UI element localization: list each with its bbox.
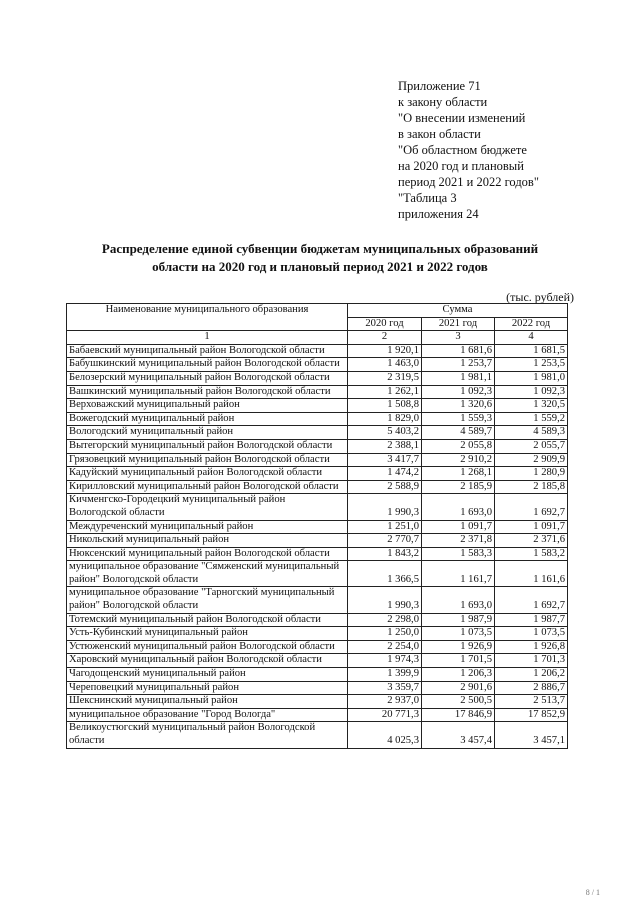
value-2020: 4 025,3 — [348, 722, 422, 748]
value-2021: 2 910,2 — [422, 453, 495, 467]
municipality-name: Бабаевский муниципальный район Вологодской области — [67, 344, 348, 358]
table-row — [67, 654, 568, 668]
value-2021: 1 253,7 — [422, 358, 495, 372]
value-2021: 2 371,8 — [422, 534, 495, 548]
col-number-1: 1 — [67, 331, 348, 345]
value-2020: 2 937,0 — [348, 695, 422, 709]
value-2022: 17 852,9 — [495, 708, 568, 722]
subvention-table — [66, 303, 568, 749]
table-row — [67, 453, 568, 467]
municipality-name: Тотемский муниципальный район Вологодской области — [67, 613, 348, 627]
column-numbers-row — [67, 331, 568, 345]
value-2020: 1 250,0 — [348, 627, 422, 641]
value-2021: 1 701,5 — [422, 654, 495, 668]
table-row — [67, 467, 568, 481]
annex-line: период 2021 и 2022 годов" — [398, 175, 539, 189]
municipality-name: Вологодский муниципальный район — [67, 426, 348, 440]
value-2022: 3 457,1 — [495, 722, 568, 748]
table-row — [67, 480, 568, 494]
table-row — [67, 547, 568, 561]
value-2022: 2 185,8 — [495, 480, 568, 494]
value-2021: 2 500,5 — [422, 695, 495, 709]
table-row — [67, 708, 568, 722]
table-row — [67, 640, 568, 654]
value-2020: 1 399,9 — [348, 668, 422, 682]
value-2020: 1 474,2 — [348, 467, 422, 481]
value-2022: 1 559,2 — [495, 412, 568, 426]
value-2022: 1 073,5 — [495, 627, 568, 641]
value-2020: 1 366,5 — [348, 561, 422, 587]
value-2021: 1 161,7 — [422, 561, 495, 587]
value-2022: 1 320,5 — [495, 399, 568, 413]
col-number-2: 2 — [348, 331, 422, 345]
header-name: Наименование муниципального образования — [67, 304, 348, 331]
value-2020: 1 990,3 — [348, 494, 422, 520]
value-2021: 2 055,8 — [422, 439, 495, 453]
table-row — [67, 668, 568, 682]
value-2022: 1 926,8 — [495, 640, 568, 654]
municipality-name: Бабушкинский муниципальный район Вологодской области — [67, 358, 348, 372]
units-label: (тыс. рублей) — [506, 290, 574, 304]
municipality-name: Шекснинский муниципальный район — [67, 695, 348, 709]
col-number-4: 4 — [495, 331, 568, 345]
municipality-name: Кадуйский муниципальный район Вологодской области — [67, 467, 348, 481]
value-2021: 17 846,9 — [422, 708, 495, 722]
value-2021: 1 981,1 — [422, 371, 495, 385]
table-row — [67, 722, 568, 748]
municipality-name: Усть-Кубинский муниципальный район — [67, 627, 348, 641]
annex-line: к закону области — [398, 95, 488, 109]
value-2021: 1 073,5 — [422, 627, 495, 641]
header-row — [67, 304, 568, 318]
municipality-name: Чагодощенский муниципальный район — [67, 668, 348, 682]
table-row — [67, 587, 568, 613]
value-2020: 20 771,3 — [348, 708, 422, 722]
municipality-name: Череповецкий муниципальный район — [67, 681, 348, 695]
value-2022: 1 280,9 — [495, 467, 568, 481]
value-2022: 2 371,6 — [495, 534, 568, 548]
municipality-name: Нюксенский муниципальный район Вологодской области — [67, 547, 348, 561]
annex-line: "Таблица 3 — [398, 191, 457, 205]
value-2020: 2 388,1 — [348, 439, 422, 453]
page-mark: 8 / 1 — [585, 888, 600, 897]
value-2022: 1 091,7 — [495, 520, 568, 534]
title-line-1: Распределение единой субвенции бюджетам муниципальных образований — [101, 241, 539, 256]
municipality-name: Вашкинский муниципальный район Вологодской области — [67, 385, 348, 399]
table-row — [67, 613, 568, 627]
value-2020: 1 829,0 — [348, 412, 422, 426]
value-2020: 2 254,0 — [348, 640, 422, 654]
municipality-name: Верховажский муниципальный район — [67, 399, 348, 413]
value-2022: 1 987,7 — [495, 613, 568, 627]
value-2022: 2 055,7 — [495, 439, 568, 453]
value-2020: 3 417,7 — [348, 453, 422, 467]
municipality-name: Грязовецкий муниципальный район Вологодской области — [67, 453, 348, 467]
table-row — [67, 399, 568, 413]
value-2021: 1 583,3 — [422, 547, 495, 561]
table-row — [67, 520, 568, 534]
value-2021: 1 987,9 — [422, 613, 495, 627]
table-row — [67, 494, 568, 520]
value-2020: 1 990,3 — [348, 587, 422, 613]
value-2021: 1 926,9 — [422, 640, 495, 654]
value-2022: 1 981,0 — [495, 371, 568, 385]
value-2021: 3 457,4 — [422, 722, 495, 748]
value-2021: 1 320,6 — [422, 399, 495, 413]
table-row — [67, 371, 568, 385]
value-2021: 1 559,3 — [422, 412, 495, 426]
table-row — [67, 344, 568, 358]
annex-reference — [398, 78, 618, 222]
municipality-name: Вытегорский муниципальный район Вологодской области — [67, 439, 348, 453]
municipality-name: муниципальное образование "Сямженский муниципальный район" Вологодской области — [67, 561, 348, 587]
table-row — [67, 358, 568, 372]
municipality-name: Кичменгско-Городецкий муниципальный район Вологодской области — [67, 494, 348, 520]
municipality-name: Белозерский муниципальный район Вологодской области — [67, 371, 348, 385]
municipality-name: муниципальное образование "Город Вологда" — [67, 708, 348, 722]
value-2021: 1 681,6 — [422, 344, 495, 358]
table-row — [67, 412, 568, 426]
value-2021: 1 693,0 — [422, 494, 495, 520]
title-line-2: области на 2020 год и плановый период 2021 и 2022 годов — [152, 259, 488, 274]
municipality-name: Никольский муниципальный район — [67, 534, 348, 548]
year-2020: 2020 год — [348, 317, 422, 331]
table-row — [67, 426, 568, 440]
value-2021: 1 268,1 — [422, 467, 495, 481]
annex-line: в закон области — [398, 127, 481, 141]
header-sum: Сумма — [348, 304, 568, 318]
municipality-name: Устюженский муниципальный район Вологодской области — [67, 640, 348, 654]
value-2020: 2 298,0 — [348, 613, 422, 627]
annex-line: на 2020 год и плановый — [398, 159, 524, 173]
value-2020: 3 359,7 — [348, 681, 422, 695]
col-number-3: 3 — [422, 331, 495, 345]
value-2022: 2 513,7 — [495, 695, 568, 709]
value-2020: 5 403,2 — [348, 426, 422, 440]
annex-line: "Об областном бюджете — [398, 143, 527, 157]
municipality-name: Вожегодский муниципальный район — [67, 412, 348, 426]
annex-line: приложения 24 — [398, 207, 479, 221]
annex-line: "О внесении изменений — [398, 111, 526, 125]
value-2022: 1 206,2 — [495, 668, 568, 682]
table-row — [67, 385, 568, 399]
value-2020: 2 770,7 — [348, 534, 422, 548]
value-2021: 2 185,9 — [422, 480, 495, 494]
municipality-name: Харовский муниципальный район Вологодской области — [67, 654, 348, 668]
document-title — [70, 240, 570, 276]
value-2020: 1 843,2 — [348, 547, 422, 561]
municipality-name: Великоустюгский муниципальный район Вологодской области — [67, 722, 348, 748]
value-2021: 2 901,6 — [422, 681, 495, 695]
value-2022: 2 909,9 — [495, 453, 568, 467]
year-2021: 2021 год — [422, 317, 495, 331]
value-2022: 1 161,6 — [495, 561, 568, 587]
value-2022: 1 583,2 — [495, 547, 568, 561]
table-row — [67, 561, 568, 587]
table-row — [67, 681, 568, 695]
value-2022: 1 253,5 — [495, 358, 568, 372]
value-2020: 1 262,1 — [348, 385, 422, 399]
value-2021: 1 206,3 — [422, 668, 495, 682]
table-row — [67, 695, 568, 709]
value-2021: 1 693,0 — [422, 587, 495, 613]
value-2022: 4 589,3 — [495, 426, 568, 440]
table-row — [67, 534, 568, 548]
value-2020: 1 508,8 — [348, 399, 422, 413]
value-2021: 1 091,7 — [422, 520, 495, 534]
value-2021: 1 092,3 — [422, 385, 495, 399]
value-2022: 1 701,3 — [495, 654, 568, 668]
municipality-name: Кирилловский муниципальный район Вологодской области — [67, 480, 348, 494]
annex-line: Приложение 71 — [398, 79, 481, 93]
value-2020: 1 463,0 — [348, 358, 422, 372]
value-2020: 1 920,1 — [348, 344, 422, 358]
value-2020: 2 588,9 — [348, 480, 422, 494]
table-row — [67, 627, 568, 641]
value-2022: 1 681,5 — [495, 344, 568, 358]
value-2022: 1 692,7 — [495, 494, 568, 520]
value-2022: 1 092,3 — [495, 385, 568, 399]
value-2020: 1 251,0 — [348, 520, 422, 534]
year-2022: 2022 год — [495, 317, 568, 331]
municipality-name: муниципальное образование "Тарногский муниципальный район" Вологодской области — [67, 587, 348, 613]
municipality-name: Междуреченский муниципальный район — [67, 520, 348, 534]
value-2022: 1 692,7 — [495, 587, 568, 613]
value-2020: 1 974,3 — [348, 654, 422, 668]
value-2021: 4 589,7 — [422, 426, 495, 440]
value-2022: 2 886,7 — [495, 681, 568, 695]
table-row — [67, 439, 568, 453]
value-2020: 2 319,5 — [348, 371, 422, 385]
